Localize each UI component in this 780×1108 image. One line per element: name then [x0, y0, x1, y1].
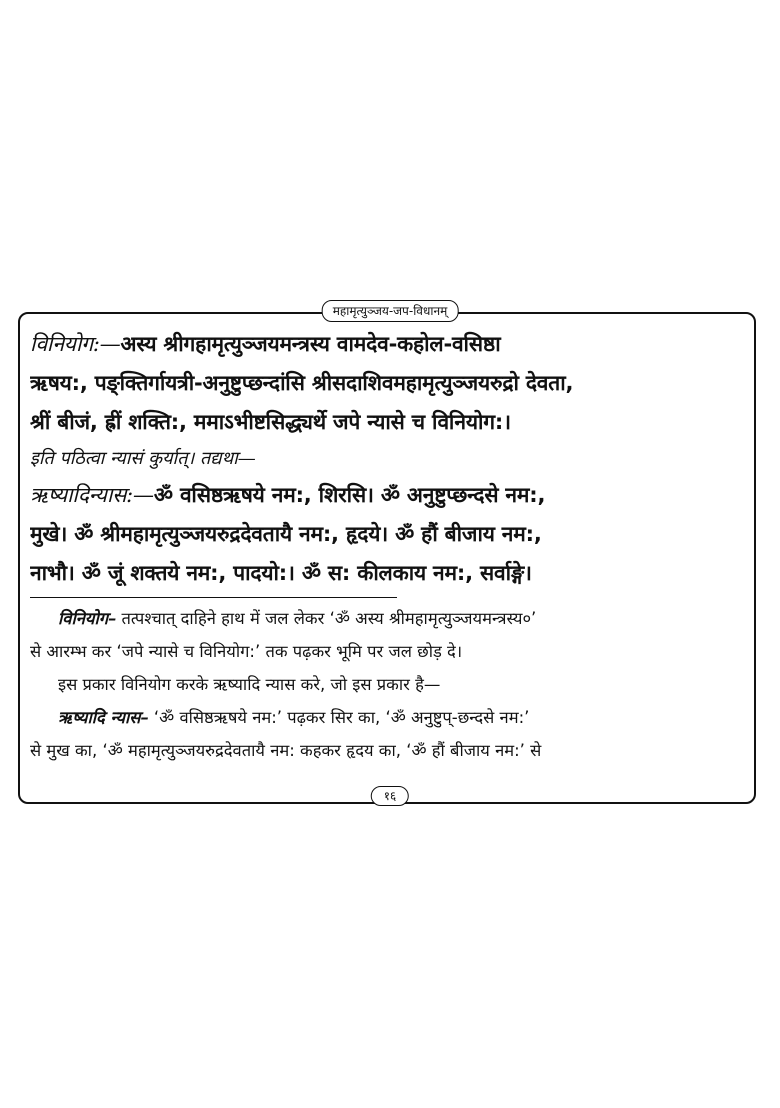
- sanskrit-viniyoga-line-1: विनियोग:—अस्य श्रीगहामृत्युञ्जयमन्त्रस्य वामदेव-कहोल-वसिष्ठा: [30, 332, 501, 356]
- running-header: महामृत्युञ्जय-जप-विधानम्: [322, 300, 459, 322]
- iti-instruction-line: इति पठित्वा न्यासं कुर्यात्। तद्यथा—: [30, 448, 256, 469]
- hindi-iske-line: इस प्रकार विनियोग करके ऋष्यादि न्यास करे, जो इस प्रकार है—: [58, 675, 441, 694]
- sanskrit-rishyadi-line-2: मुखे। ॐ श्रीमहामृत्युञ्जयरुद्रदेवतायै नम:, हृदये। ॐ हौं बीजाय नम:,: [30, 522, 542, 546]
- hindi-viniyoga-line-1: विनियोग– तत्पश्चात् दाहिने हाथ में जल लेकर ‘ॐ अस्य श्रीमहामृत्युञ्जयमन्त्रस्य०’: [58, 609, 537, 628]
- page-content: [30, 325, 742, 767]
- sanskrit-viniyoga-label: विनियोग:—: [30, 332, 121, 356]
- sanskrit-rishyadi-line-3: नाभौ। ॐ जूं शक्तये नम:, पादयो:। ॐ स: कीलकाय नम:, सर्वाङ्गे।: [30, 561, 532, 585]
- hindi-rishyadi-line-2: से मुख का, ‘ॐ महामृत्युञ्जयरुद्रदेवतायै नम: कहकर हृदय का, ‘ॐ हौं बीजाय नम:’ से: [30, 741, 542, 760]
- hindi-rishyadi-line-1: ऋष्यादि न्यास– ‘ॐ वसिष्ठऋषये नम:’ पढ़कर सिर का, ‘ॐ अनुष्टुप्-छन्दसे नम:’: [58, 708, 530, 727]
- hindi-viniyoga-line-2: से आरम्भ कर ‘जपे न्यासे च विनियोग:’ तक पढ़कर भूमि पर जल छोड़ दे।: [30, 642, 463, 661]
- hindi-rishyadi-label: ऋष्यादि न्यास–: [58, 708, 149, 727]
- sanskrit-viniyoga-line-3: श्रीं बीजं, ह्रीं शक्ति:, ममाऽभीष्टसिद्ध्यर्थे जपे न्यासे च विनियोग:।: [30, 410, 511, 434]
- sanskrit-rishyadi-label: ऋष्यादिन्यास:—: [30, 483, 154, 507]
- section-divider: [30, 597, 397, 598]
- sanskrit-rishyadi-line-1: ऋष्यादिन्यास:—ॐ वसिष्ठऋषये नम:, शिरसि। ॐ अनुष्टुप्छन्दसे नम:,: [30, 483, 546, 507]
- hindi-viniyoga-label: विनियोग–: [58, 609, 117, 628]
- page-number: १६: [371, 786, 409, 806]
- sanskrit-viniyoga-line-2: ऋषय:, पङ्क्तिर्गायत्री-अनुष्टुप्छन्दांसि श्रीसदाशिवमहामृत्युञ्जयरुद्रो देवता,: [30, 371, 574, 395]
